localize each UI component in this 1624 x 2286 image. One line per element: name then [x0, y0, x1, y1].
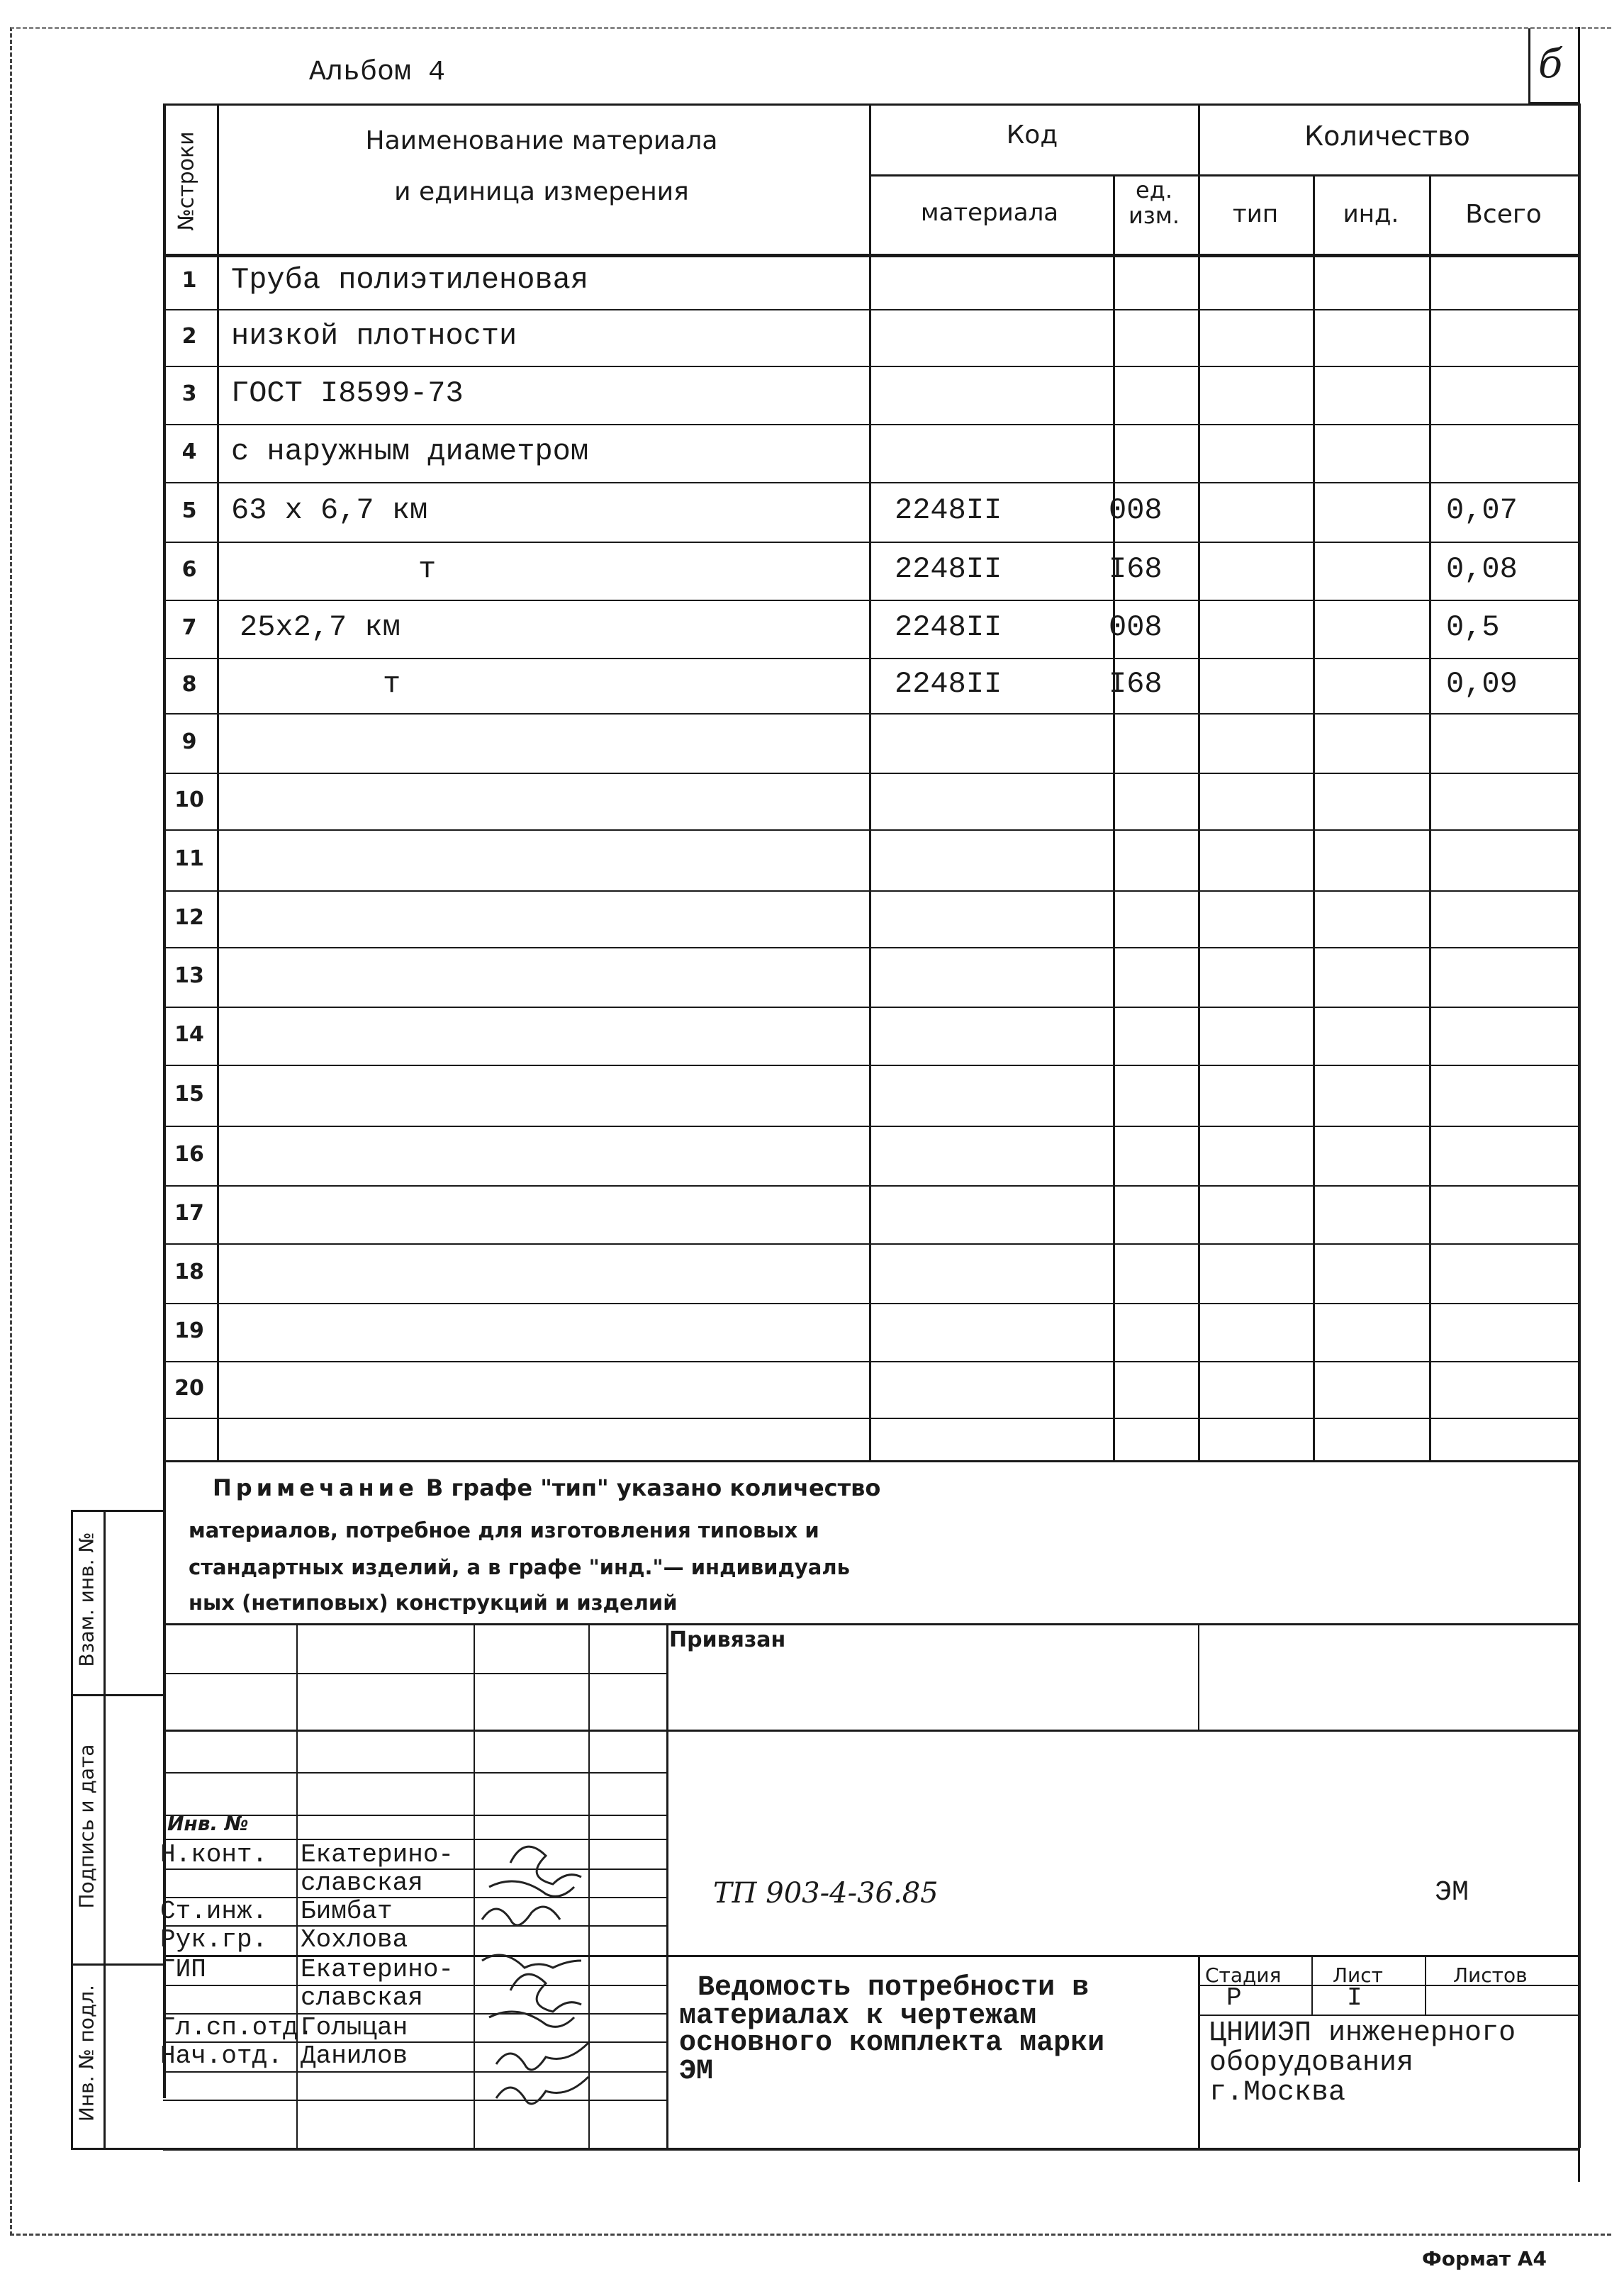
- unit-code: I68: [1109, 666, 1163, 701]
- note-line-4: ных (нетиповых) конструкций и изделий: [189, 1591, 678, 1615]
- signature-7: [496, 2043, 588, 2070]
- material-name: 25х2,7 км: [240, 610, 401, 644]
- row-number: 12: [174, 905, 204, 931]
- material-name: низкой плотности: [231, 318, 517, 353]
- side-stamp-inv-text: Инв. № подл.: [74, 1984, 99, 2122]
- row-number: 3: [181, 381, 197, 407]
- doc-title-2: материалах к чертежам: [679, 2000, 1037, 2032]
- row-number: 7: [181, 615, 197, 641]
- qty-type-header: тип: [1232, 200, 1279, 228]
- signatory-name: Хохлова: [301, 1925, 408, 1954]
- note-label: Примечание: [213, 1474, 418, 1501]
- signatory-name: Голыцан: [301, 2013, 408, 2042]
- material-code: 2248II: [895, 610, 1002, 644]
- signatory-name: славская: [301, 1983, 423, 2012]
- sheet-value: I: [1347, 1983, 1362, 2012]
- format-label: Формат А4: [1422, 2247, 1547, 2270]
- signature-1: [510, 1847, 581, 1884]
- row-number: 14: [174, 1022, 204, 1048]
- signatory-name: Екатерино-: [301, 1840, 454, 1869]
- row-number: 10: [174, 788, 204, 813]
- stage-label: Стадия: [1205, 1963, 1282, 1987]
- name-header-2: и единица измерения: [394, 177, 689, 206]
- note-line-3: стандартных изделий, а в графе "инд."— индивидуаль: [189, 1555, 850, 1579]
- signatory-name: Данилов: [301, 2041, 408, 2071]
- total-qty: 0,07: [1446, 493, 1518, 527]
- row-number: 18: [174, 1260, 204, 1285]
- row-number: 5: [181, 498, 197, 524]
- signature-2: [489, 1881, 574, 1896]
- material-name: Труба полиэтиленовая: [231, 262, 589, 297]
- doc-code: ТП 903-4-36.85: [713, 1877, 939, 1910]
- row-number: 20: [174, 1376, 204, 1401]
- signatory-role: Рук.гр.: [160, 1925, 268, 1954]
- code-material-header: материала: [920, 198, 1059, 227]
- signatory-role: Нач.отд.: [160, 2041, 283, 2071]
- signatory-name: славская: [301, 1868, 423, 1898]
- signatory-role: ГИП: [160, 1955, 206, 1984]
- signature-6: [489, 2012, 574, 2027]
- signature-3: [482, 1907, 560, 1925]
- material-name: ГОСТ I8599-73: [231, 376, 464, 410]
- doc-mark: ЭМ: [1435, 1877, 1469, 1909]
- note-line-2: материалов, потребное для изготовления типовых и: [189, 1518, 819, 1542]
- signatory-role: Н.конт.: [160, 1840, 268, 1869]
- row-number: 19: [174, 1318, 204, 1344]
- material-code: 2248II: [895, 493, 1002, 527]
- rownum-header-text: №строки: [174, 131, 199, 231]
- total-qty: 0,08: [1446, 551, 1518, 586]
- row-number: 4: [181, 439, 197, 465]
- org-line-2: оборудования: [1209, 2047, 1414, 2079]
- material-code: 2248II: [895, 551, 1002, 586]
- material-code: 2248II: [895, 666, 1002, 701]
- code-group-header: Код: [1006, 121, 1058, 150]
- row-number: 13: [174, 963, 204, 989]
- row-number: 8: [181, 672, 197, 697]
- signatory-name: Екатерино-: [301, 1955, 454, 1984]
- stage-value: Р: [1226, 1983, 1242, 2012]
- signature-5: [510, 1974, 581, 2012]
- inv-no-label: Инв. №: [167, 1812, 249, 1835]
- row-number: 6: [181, 557, 197, 583]
- signatory-role: Ст.инж.: [160, 1897, 268, 1926]
- signatory-role: Гл.сп.отд.: [160, 2013, 314, 2042]
- name-header-1: Наименование материала: [365, 126, 718, 155]
- unit-code: I68: [1109, 551, 1163, 586]
- qty-total-header: Всего: [1465, 200, 1542, 229]
- signature-4: [482, 1955, 581, 1968]
- total-qty: 0,09: [1446, 666, 1518, 701]
- org-line-3: г.Москва: [1209, 2077, 1346, 2109]
- row-number: 2: [181, 324, 197, 349]
- material-name: с наружным диаметром: [231, 434, 589, 469]
- sheets-label: Листов: [1453, 1963, 1528, 1987]
- doc-title-3: основного комплекта марки: [679, 2027, 1105, 2059]
- privyazan-label: Привязан: [669, 1627, 786, 1652]
- row-number: 1: [181, 268, 197, 293]
- material-name: т: [418, 551, 437, 586]
- row-number: 11: [174, 846, 204, 872]
- unit-code: 008: [1109, 610, 1163, 644]
- doc-title-4: ЭМ: [679, 2056, 714, 2088]
- row-number: 9: [181, 729, 197, 755]
- total-qty: 0,5: [1446, 610, 1500, 644]
- row-number: 17: [174, 1201, 204, 1226]
- org-line-1: ЦНИИЭП инженерного: [1209, 2017, 1516, 2049]
- sheet-mark: б: [1538, 41, 1563, 87]
- row-number: 16: [174, 1142, 204, 1167]
- qty-group-header: Количество: [1304, 121, 1470, 152]
- signatory-name: Бимбат: [301, 1897, 393, 1926]
- doc-title-1: Ведомость потребности в: [698, 1972, 1090, 2004]
- note-text-1: В графе "тип" указано количество: [418, 1474, 881, 1501]
- side-stamp-vzam-text: Взам. инв. №: [74, 1532, 99, 1667]
- unit-code: 008: [1109, 493, 1163, 527]
- album-label: Альбом 4: [309, 57, 446, 89]
- qty-ind-header: инд.: [1343, 200, 1399, 228]
- signature-8: [496, 2077, 588, 2104]
- row-number: 15: [174, 1082, 204, 1107]
- code-unit-header: ед. изм.: [1128, 177, 1180, 229]
- material-name: 63 х 6,7 км: [231, 493, 428, 527]
- side-stamp-podpis-text: Подпись и дата: [74, 1744, 99, 1909]
- sheet-label: Лист: [1333, 1963, 1383, 1987]
- material-name: т: [383, 666, 401, 701]
